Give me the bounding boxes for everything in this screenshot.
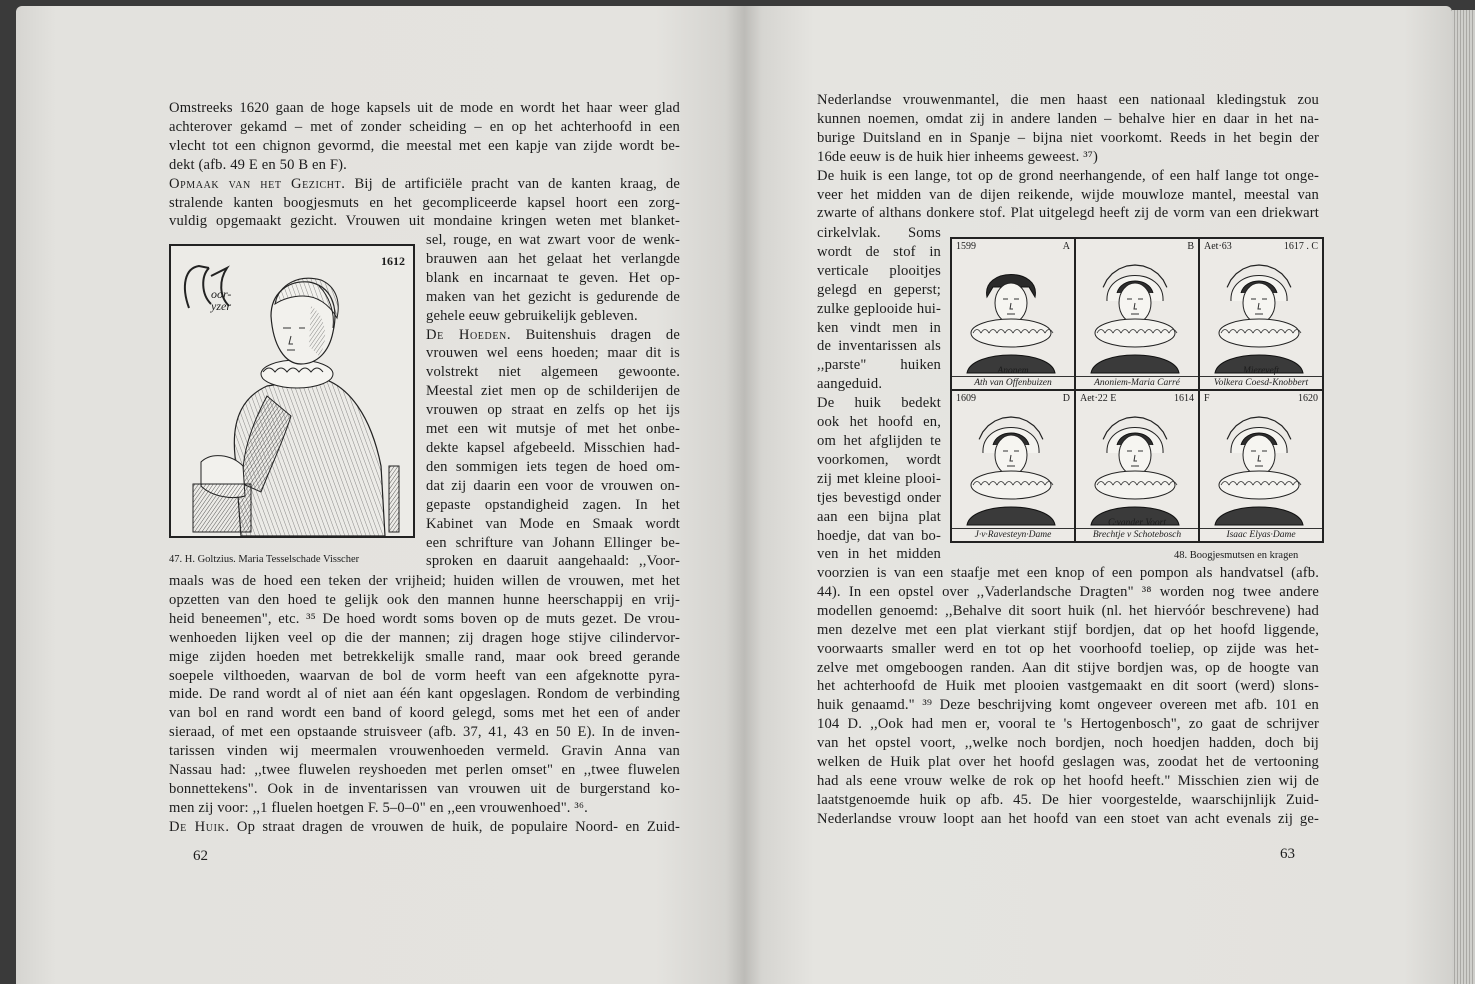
text-line: had als eene vrouw welke de rok op het hoofd heeft." Misschien zien wij de (817, 772, 1319, 789)
text-line: mide. De rand wordt al of niet aan één kant opgeslagen. Rondom de verbinding (169, 686, 680, 703)
text-line: huik genaamd." ³⁹ Deze beschrijving komt ongeveer overeen met afb. 101 en (817, 697, 1319, 714)
text-line: blank en incarnaat te geven. Het op- (426, 269, 680, 286)
text-line: ven in het midden (817, 546, 941, 563)
portrait-d-engraving (952, 391, 1070, 540)
text-line: den sommigen iets tegen de hoed om- (426, 458, 680, 475)
text-line: de inventarissen als (817, 338, 941, 355)
text-line: sieraad, of met een opstaande struisveer (afb. 37, 41, 43 en 50 E). In de inven- (169, 724, 680, 741)
portrait-label: Volkera Coesd-Knobbert (1200, 376, 1322, 389)
text-line: kunnen noemen, omdat zij in andere landen – behalve hier en daar in het na- (817, 110, 1319, 127)
text-line: voorwaarts smaller werd en tot op het voorhoofd toeliep, op zijde was het- (817, 640, 1319, 657)
text-line: De huik bedekt (817, 395, 941, 412)
text-line: ,,parste" huiken (817, 357, 941, 374)
text-line: gelegd en geperst; (817, 281, 941, 298)
text-line: gehele eeuw gebruikelijk gebleven. (426, 307, 638, 324)
text-line: cirkelvlak. Soms (817, 225, 941, 241)
text-line: wordt de stof in (817, 243, 941, 260)
portrait-label: J·v·Ravesteyn·Dame (952, 528, 1074, 541)
text-line: stralende kanten boogjesmuts en het gecompliceerde kapsel hoort een zorg- (169, 194, 680, 211)
text-line: heid beneemen", etc. ³⁵ De hoed wordt soms boven op de muts gezet. De vrou- (169, 610, 680, 627)
figure-year: 1612 (381, 254, 405, 268)
text-line: sel, rouge, en wat zwart voor de wenk- (426, 232, 680, 248)
portrait-label: Ath van Offenbuizen (952, 376, 1074, 389)
figure-inscription: oor- yzer (211, 287, 232, 313)
portrait-f-engraving (1200, 391, 1318, 540)
text-line: zulke geplooide hui- (817, 300, 941, 317)
text-line: vrouwen op straat en zelfs op het ijs (426, 402, 680, 419)
portrait-b-engraving (1076, 239, 1194, 388)
text-line: wenhoeden lijken veel op die der mannen; zij dragen hoge stijve cilindervor- (169, 629, 680, 646)
text-line: sproken en daaruit aangehaald: ,,Voor- (426, 553, 680, 570)
text-line: vuldig opgemaakt gezicht. Vrouwen uit mondaine kringen weten met blanket- (169, 213, 680, 230)
text-line: tjes bevestigd onder (817, 489, 941, 506)
text-line: vlecht tot een chignon gevormd, die meestal met een kapje van zijde wordt be- (169, 137, 680, 154)
page-number-left: 62 (193, 848, 208, 864)
text-line: tarissen vinden wij meermalen vrouwenhoeden vermeld. Gravin Anna van (169, 743, 680, 760)
text-line: Nassau had: ,,twee fluwelen reyshoeden met perlen omset" en ,,twee fluwelen (169, 762, 680, 779)
text-line: dat zij daarin een voor de vrouwen on- (426, 477, 680, 494)
text-line: Nederlandse vrouwenmantel, die men haast een nationaal kledingstuk zou (817, 92, 1319, 108)
text-line: veer het midden van de dijen reikende, wijde mouwloze mantel, meestal van (817, 186, 1319, 203)
text-line: modellen genoemd: ,,Behalve dit soort huik (nl. het hiervóór beschrevene) had (817, 602, 1319, 619)
text-line: een schrifture van Johann Ellinger be- (426, 534, 680, 551)
left-intro-text (169, 99, 680, 231)
figure-caption-47: 47. H. Goltzius. Maria Tesselschade Visscher (169, 554, 360, 565)
left-side-text (426, 231, 680, 571)
text-line: zij met kleine plooi- (817, 470, 941, 487)
text-line: opzetten van den hoed te gelijk ook den mannen hunne heerschappij en vrij- (169, 591, 680, 608)
text-line: voorkomen, wordt (817, 451, 941, 468)
portrait-cell-f: F 1620 Isaac Elyas·Dame (1200, 391, 1322, 541)
text-line: mige zijden hoeden met betrekkelijk smalle rand, maar ook breed gerande (169, 648, 680, 665)
text-line: Opmaak van het Gezicht. Bij de artificiële pracht van de kanten kraag, de (169, 175, 680, 192)
portrait-name: Miereveft (1242, 366, 1280, 376)
text-line: vrouwen wel eens hoeden; maar dit is (426, 345, 680, 362)
text-line: laatstgenoemde huik op afb. 45. De hier voorgestelde, waarschijnlijk Zuid- (817, 791, 1319, 808)
text-line: maken van het gezicht is gedurende de (426, 288, 680, 305)
left-page (16, 6, 744, 984)
text-line: welken de Huik plat over het hoofd geslagen was, zoodat het de vertooning (817, 754, 1319, 771)
portrait-label: Brechtje v Schotebosch (1076, 528, 1198, 541)
text-line: dekt (afb. 49 E en 50 B en F). (169, 156, 347, 173)
text-line: zelve met omgeboogen randen. Aan dit stijve bordjen was, op de hoogte van (817, 659, 1319, 676)
portrait-engraving (171, 246, 413, 536)
figure-caption-48: 48. Boogjesmutsen en kragen (1174, 550, 1299, 561)
text-line: dekte kapsel afgebeeld. Misschien had- (426, 439, 680, 456)
section-heading-opmaak: Opmaak van het Gezicht. (169, 175, 346, 192)
portrait-grid-figure (950, 237, 1324, 543)
portrait-cell-b: B Anoniem-Maria Carré (1076, 239, 1198, 389)
text-line: De huik is een lange, tot op de grond neerhangende, of een half lange tot onge- (817, 167, 1319, 184)
right-bottom-text (817, 564, 1319, 829)
section-heading-hoeden: De Hoeden. (426, 326, 512, 343)
text-line: De Huik. Op straat dragen de vrouwen de huik, de populaire Noord- en Zuid- (169, 818, 680, 835)
text-line: om het afglijden te (817, 432, 941, 449)
right-page (744, 6, 1452, 984)
text-line: soepele vilthoeden, waarvan de bol de vorm heeft van een afgeknotte pyra- (169, 667, 680, 684)
text-line: De Hoeden. Buitenshuis dragen de (426, 326, 680, 343)
text-line: brauwen aan het gelaat het verlangde (426, 250, 680, 267)
portrait-cell-a: 1599 A Anonem Ath van Offenbuizen (952, 239, 1074, 389)
text-line: van bol en rand wordt een band of koord gelegd, soms met het een of ander (169, 705, 680, 722)
portrait-label: Isaac Elyas·Dame (1200, 528, 1322, 541)
portrait-label: Anoniem-Maria Carré (1076, 376, 1198, 389)
text-line: burige Duitsland en in Spanje – bijna niet voorkomt. Reeds in het begin der (817, 129, 1319, 146)
text-line: gepaste opstandigheid zagen. In het (426, 496, 680, 513)
right-top-text (817, 91, 1319, 223)
portrait-name: C·vander Voort (1107, 518, 1167, 528)
text-line: bonnettekens". Ook in de inventarissen van vrouwen uit de burgerstand ko- (169, 780, 680, 797)
text-line: achterover gekamd – met of zonder scheiding – en op het achterhoofd in een (169, 118, 680, 135)
text-line: het achterhoofd de Huik met plooien vastgemaakt en dit soort (werd) slons- (817, 678, 1319, 695)
section-heading-huik: De Huik. (169, 818, 230, 835)
portrait-cell-c: Aet·63 1617 . C Miereveft Volkera Coesd-Knobbert (1200, 239, 1322, 389)
text-line: ook het hoofd en, (817, 414, 941, 431)
text-line: 44). In een opstel over ,,Vaderlandsche Dragten" ³⁸ worden nog twee andere (817, 583, 1319, 600)
page-edge-stack (1452, 10, 1475, 984)
text-line: voorzien is van een staafje met een knop of een pompon als handvatsel (afb. (817, 565, 1319, 581)
text-line: Meestal ziet men op de schilderijen de (426, 383, 680, 400)
text-line: 16de eeuw is de huik hier inheems geweest. ³⁷) (817, 148, 1098, 165)
text-line: Nederlandse vrouw loopt aan het hoofd van een stoet van acht evenals zij ge- (817, 810, 1319, 827)
text-line: maals was de hoed een teken der vrijheid; huiden willen de vrouwen, met het (169, 573, 680, 589)
portrait-cell-d: 1609 D J·v·Ravesteyn·Dame (952, 391, 1074, 541)
portrait-figure (169, 244, 415, 538)
right-side-text (817, 224, 941, 564)
text-line: verticale plooitjes (817, 262, 941, 279)
text-line: men zij voor: ,,1 fluelen hoetgen F. 5–0–0" en ,,een vrouwenhoed". ³⁶. (169, 799, 588, 816)
text-line: zwarte of althans donkere stof. Plat uitgelegd heeft zij de vorm van een driekwart (817, 205, 1319, 222)
text-line: hoedje, dat van bo- (817, 527, 941, 544)
text-line: ken vindt men in (817, 319, 941, 336)
text-line: aangeduid. (817, 376, 883, 393)
text-line: met een wit mutsje of met het onbe- (426, 421, 680, 438)
text-line: volstrekt niet algemeen gewoonte. (426, 364, 680, 381)
text-line: 104 D. ,,Ook had men er, vooral te 's Hertogenbosch", zo gaat de schrijver (817, 716, 1319, 733)
text-line: van het opstel voort, ,,welke noch bordjen, noch hoedjen hadden, doch bij (817, 735, 1319, 752)
text-line: aan een bijna plat (817, 508, 941, 525)
portrait-cell-e: Aet·22 E 1614 C·vander Voort Brechtje v Schotebosch (1076, 391, 1198, 541)
text-line: Kabinet van Mode en Smaak wordt (426, 515, 680, 532)
text-line: Omstreeks 1620 gaan de hoge kapsels uit de mode en wordt het haar weer glad (169, 100, 680, 116)
text-line: men dezelve met een plat vierkant stijf bordjen, dat op het hoofd liggende, (817, 621, 1319, 638)
left-main-text (169, 572, 680, 837)
page-number-right: 63 (1280, 846, 1295, 862)
portrait-name: Anonem (997, 366, 1029, 376)
